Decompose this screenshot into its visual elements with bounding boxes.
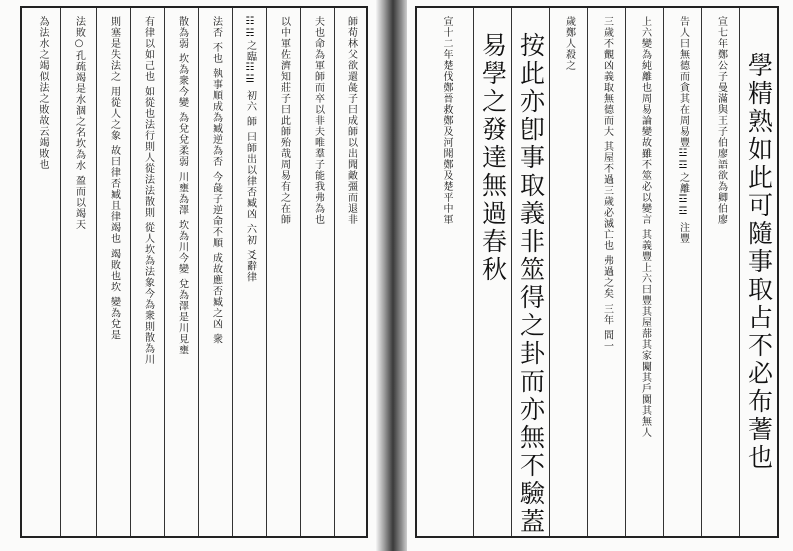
left-column-2 (300, 8, 334, 536)
left-column-10 (24, 8, 60, 536)
right-column-2 (701, 8, 739, 536)
right-column-6-text: 歲鄭人殺之 (563, 16, 575, 71)
right-column-5-text: 三歲不覿凶義取無德而大 其屋不過三歲必滅亡也 弗過之矣 三年 間一 (601, 16, 613, 352)
left-column-4-text: ☷☵之臨☷☱ 初六 師 曰師出以律否臧凶 六初 爻辭律 (244, 16, 256, 283)
right-column-9-text: 宣十二年楚伐鄭晉救鄭及河聞鄭及楚平中軍 (441, 16, 452, 225)
right-column-2-text: 宣七年鄭公子曼滿與王子伯廖語欲為卿伯廖 (715, 16, 727, 225)
left-column-5-text: 法否 不也 執事順成為臧逆為否 今彘子逆命不順 成故應否臧之凶 衆 (210, 16, 222, 345)
right-column-4-text: 上六變為純離也周易論變故雖不筮必以變言 其義豐上六曰豐其屋蔀其家闚其戶闃其無人 (639, 16, 651, 439)
right-column-3 (663, 8, 701, 536)
right-column-1 (739, 8, 777, 536)
left-column-6-text: 散為弱 坎為衆今變 為兌兌柔弱 川壅為澤 坎為川今變 兌為澤是川見壅 (176, 16, 188, 356)
right-column-6 (549, 8, 587, 536)
right-column-5 (587, 8, 625, 536)
right-column-4 (625, 8, 663, 536)
left-column-1 (334, 8, 366, 536)
left-column-6 (164, 8, 198, 536)
book-gutter (376, 0, 410, 551)
left-column-2-text: 夫也命為軍師而卒以非夫唯羣子能我弗為也 (312, 16, 324, 225)
left-column-8-text: 則塞是失法之 用從人之象 故曰律否臧且律竭也 竭敗也坎 變為兌是 (108, 16, 120, 341)
left-column-7-text: 有律以如己也 如從也法行則人從法法散則 從人坎為法象今為衆則散為川 (142, 16, 154, 366)
left-column-5 (198, 8, 232, 536)
left-column-10-text: 為法水之竭似法之敗故云竭敗也 (37, 16, 48, 170)
right-page-frame (415, 6, 779, 538)
right-column-8 (473, 8, 511, 536)
left-column-8 (96, 8, 130, 536)
right-column-7-text: 按此亦卽事取義非筮得之卦而亦無不驗蓋 (516, 32, 546, 536)
right-column-3-text: 告人曰無德而貪其在周易豐☳☲之離☲☲ 注豐 (677, 16, 689, 245)
right-column-9 (419, 8, 473, 536)
left-column-3-text: 以中軍佐濟知莊子曰此師殆哉周易有之在師 (278, 16, 290, 225)
left-column-9 (60, 8, 96, 536)
left-page-frame (20, 6, 368, 538)
left-column-4 (232, 8, 266, 536)
left-column-1-text: 師荀林父欲還彘子曰成師以出聞敵彊而退非 (345, 16, 357, 225)
left-column-3 (266, 8, 300, 536)
left-page (0, 0, 383, 551)
right-column-1-text: 學精熟如此可隨事取占不必布蓍也 (744, 52, 774, 472)
left-column-7 (130, 8, 164, 536)
right-column-8-text: 易學之發達無過春秋 (478, 32, 508, 284)
right-column-7 (511, 8, 549, 536)
left-column-9-text: 法敗○孔疏竭是水涸之名坎為水 盈而以竭天 (73, 16, 85, 231)
right-page (407, 0, 793, 551)
